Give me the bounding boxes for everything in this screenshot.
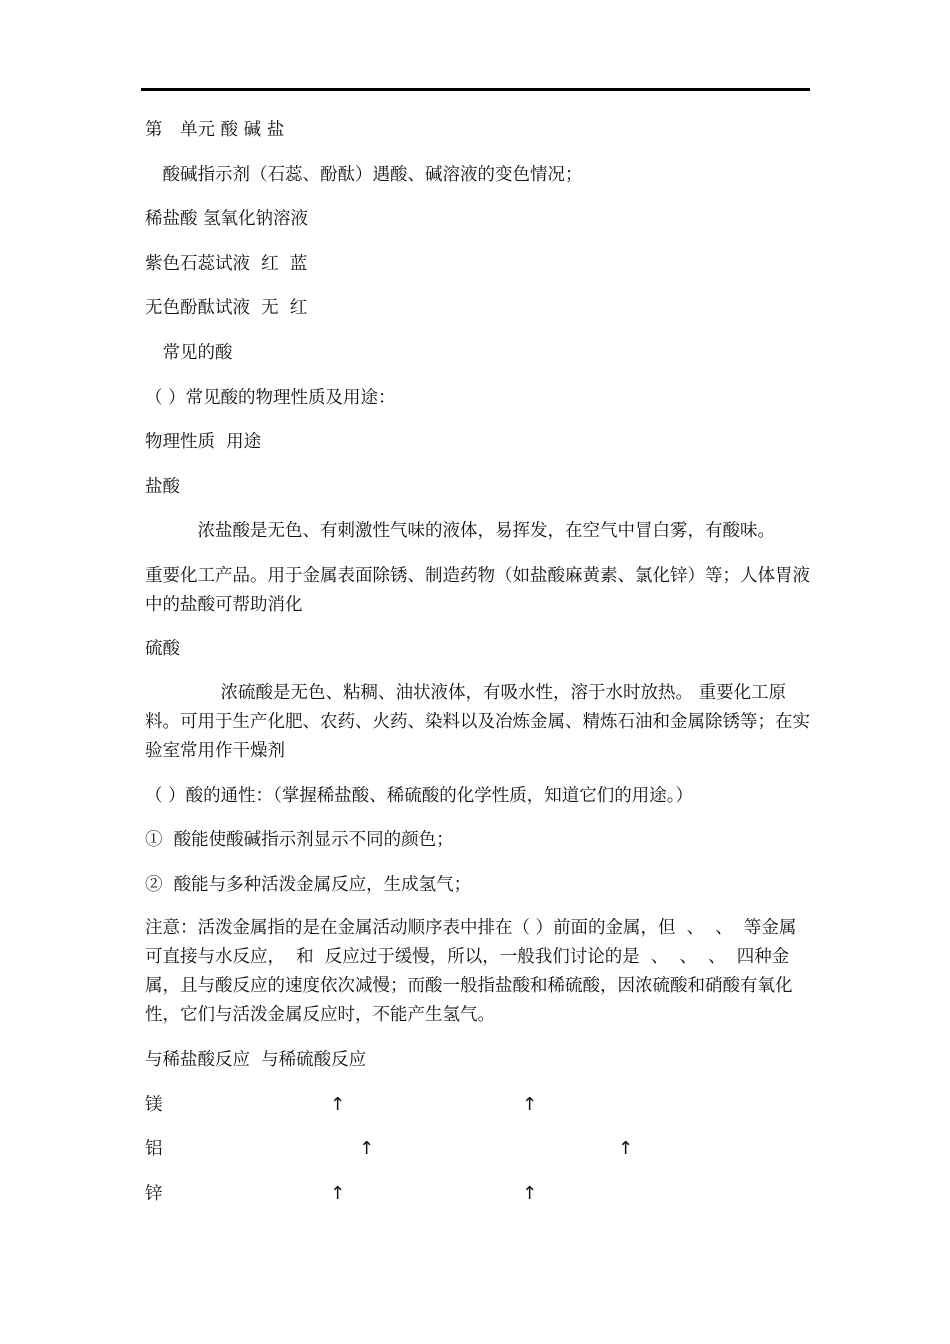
header-rule: [141, 88, 810, 91]
metal-row-al: 铝: [145, 1139, 163, 1159]
property-2: ② 酸能与多种活泼金属反应，生成氢气；: [145, 875, 472, 895]
phenolphthalein-row: 无色酚酞试液 无 红: [145, 298, 308, 318]
reaction-table-header: 与稀盐酸反应 与稀硫酸反应: [145, 1050, 367, 1070]
gas-arrow-icon: ↑: [522, 1094, 538, 1115]
unit-title: 第 单元 酸 碱 盐: [145, 120, 285, 140]
general-props-heading: （ ）酸的通性：（掌握稀盐酸、稀硫酸的化学性质，知道它们的用途。）: [145, 786, 694, 806]
common-acids-heading: 常见的酸: [145, 343, 233, 363]
note-paragraph: 注意：活泼金属指的是在金属活动顺序表中排在（ ）前面的金属，但 、 、 等金属可直接与水反应， 和 反应过于缓慢，所以，一般我们讨论的是 、 、 、 四种金属，且与酸反应的速度依次减慢；而酸一般指盐酸和稀硫酸，因浓硫酸和硝酸有氧化性，它们与活泼金属反应时，不能产生氢气。: [145, 918, 797, 1025]
physical-props-heading: （ ）常见酸的物理性质及用途：: [145, 388, 396, 408]
gas-arrow-icon: ↑: [330, 1094, 346, 1115]
gas-arrow-icon: ↑: [359, 1138, 375, 1159]
h2so4-label: 硫酸: [145, 639, 180, 659]
litmus-row: 紫色石蕊试液 红 蓝: [145, 254, 308, 274]
hcl-use: 重要化工产品。用于金属表面除锈、制造药物（如盐酸麻黄素、氯化锌）等；人体胃液中的盐酸可帮助消化: [145, 566, 810, 615]
gas-arrow-icon: ↑: [522, 1183, 538, 1204]
props-table-header: 物理性质 用途: [145, 432, 262, 452]
metal-row-mg: 镁: [145, 1095, 163, 1115]
gas-arrow-icon: ↑: [330, 1183, 346, 1204]
hcl-label: 盐酸: [145, 477, 180, 497]
h2so4-text: 浓硫酸是无色、粘稠、油状液体，有吸水性，溶于水时放热。 重要化工原料。可用于生产化肥、农药、火药、染料以及冶炼金属、精炼石油和金属除锈等；在实验室常用作干燥剂: [145, 683, 810, 761]
indicator-intro: 酸碱指示剂（石蕊、酚酞）遇酸、碱溶液的变色情况；: [145, 165, 583, 185]
hcl-property: 浓盐酸是无色、有刺激性气味的液体，易挥发，在空气中冒白雾，有酸味。: [145, 521, 775, 541]
metal-row-zn: 锌: [145, 1184, 163, 1204]
gas-arrow-icon: ↑: [618, 1138, 634, 1159]
property-1: ① 酸能使酸碱指示剂显示不同的颜色；: [145, 830, 454, 850]
indicator-table-header: 稀盐酸 氢氧化钠溶液: [145, 209, 309, 229]
